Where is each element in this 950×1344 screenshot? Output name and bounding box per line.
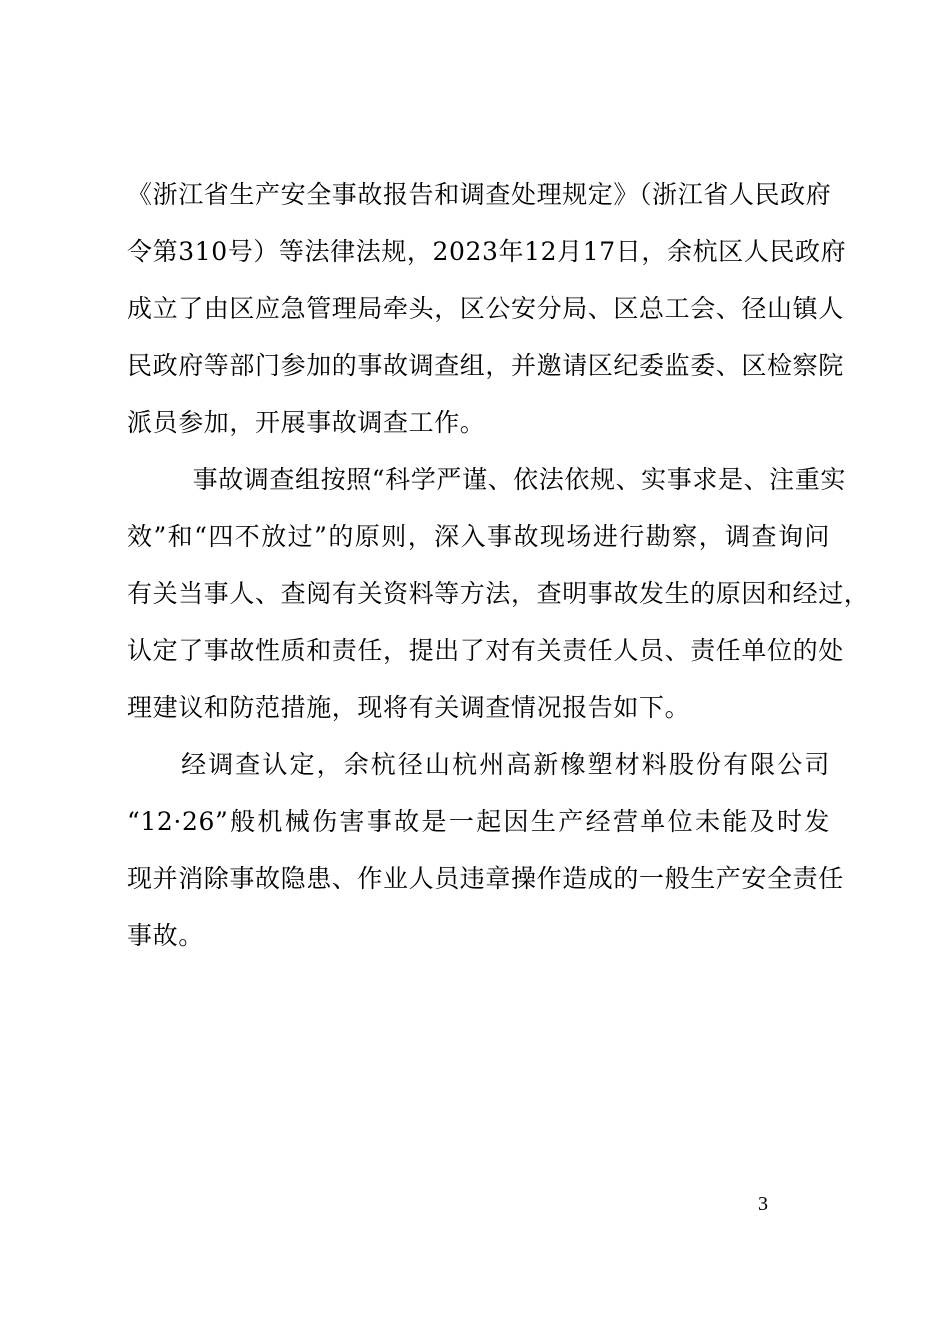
text-line: 成立了由区应急管理局牵头，区公安分局、区总工会、径山镇人 bbox=[127, 294, 844, 323]
page-number: 3 bbox=[758, 1193, 768, 1215]
text-line: 民政府等部门参加的事故调查组，并邀请区纪委监委、区检察院 bbox=[127, 351, 844, 380]
text-line: 效”和“四不放过”的原则，深入事故现场进行勘察，调查询问 bbox=[127, 522, 830, 551]
text-line: 事故调查组按照“科学严谨、依法依规、实事求是、注重实 bbox=[167, 465, 846, 494]
text-line: 令第310号）等法律法规，2023年12月17日，余杭区人民政府 bbox=[127, 237, 847, 266]
text-line: 派员参加，开展事故调查工作。 bbox=[127, 408, 486, 437]
text-line: “12·26”般机械伤害事故是一起因生产经营单位未能及时发 bbox=[127, 807, 830, 836]
paragraph-conclusion bbox=[127, 736, 844, 964]
text-line: 经调查认定，余杭径山杭州高新橡塑材料股份有限公司 bbox=[154, 750, 830, 779]
text-line: 现并消除事故隐患、作业人员违章操作造成的一般生产安全责任 bbox=[127, 864, 844, 893]
text-line: 《浙江省生产安全事故报告和调查处理规定》（浙江省人民政府 bbox=[127, 180, 832, 209]
text-line: 认定了事故性质和责任，提出了对有关责任人员、责任单位的处 bbox=[127, 636, 844, 665]
text-line: 有关当事人、查阅有关资料等方法，查明事故发生的原因和经过， bbox=[127, 579, 870, 608]
paragraph-investigation-method bbox=[127, 451, 870, 736]
paragraph-legal-basis bbox=[127, 166, 847, 451]
text-line: 事故。 bbox=[127, 921, 204, 950]
text-line: 理建议和防范措施，现将有关调查情况报告如下。 bbox=[127, 693, 691, 722]
body-text bbox=[127, 166, 870, 964]
